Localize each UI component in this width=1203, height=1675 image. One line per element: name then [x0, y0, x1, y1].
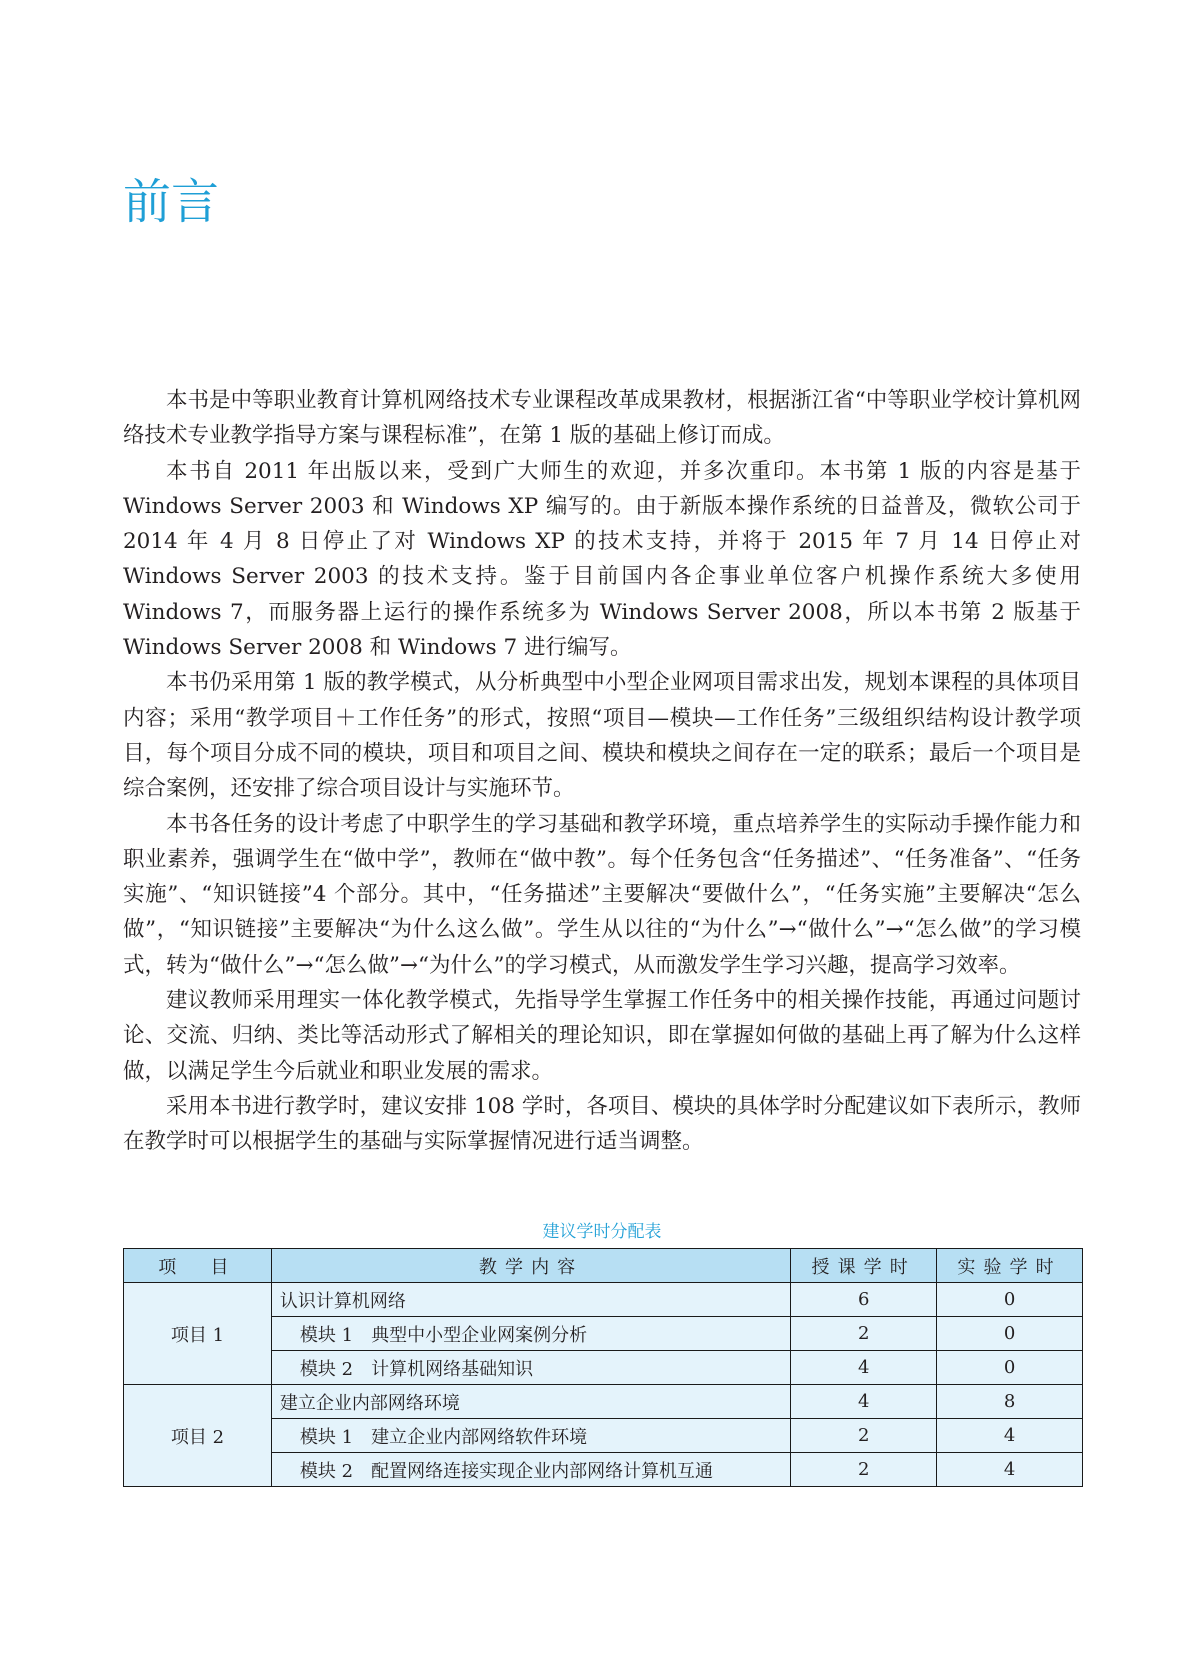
paragraph: 采用本书进行教学时，建议安排 108 学时，各项目、模块的具体学时分配建议如下表所示，教师在教学时可以根据学生的基础与实际掌握情况进行适当调整。: [123, 1093, 1081, 1155]
content-cell: 建立企业内部网络环境: [271, 1385, 790, 1419]
table-row: [124, 1385, 1083, 1419]
lab-hours-cell: 0: [937, 1283, 1083, 1317]
project-cell: 项目 1: [124, 1283, 272, 1385]
content-cell: 模块 1 典型中小型企业网案例分析: [271, 1317, 790, 1351]
header-lab-hours: 实验学时: [937, 1249, 1083, 1283]
table-row: [124, 1283, 1083, 1317]
lab-hours-cell: 4: [937, 1419, 1083, 1453]
lecture-hours-cell: 4: [791, 1351, 937, 1385]
lecture-hours-cell: 2: [791, 1453, 937, 1487]
page-title: 前言: [123, 174, 220, 230]
paragraph: 本书是中等职业教育计算机网络技术专业课程改革成果教材，根据浙江省“中等职业学校计算机网络技术专业教学指导方案与课程标准”，在第 1 版的基础上修订而成。: [123, 388, 1081, 449]
lab-hours-cell: 0: [937, 1317, 1083, 1351]
lab-hours-cell: 0: [937, 1351, 1083, 1385]
paragraph: 本书各任务的设计考虑了中职学生的学习基础和教学环境，重点培养学生的实际动手操作能力和职业素养，强调学生在“做中学”，教师在“做中教”。每个任务包含“任务描述”、“任务准备”、“任务实施”、“知识链接”4 个部分。其中，“任务描述”主要解决“要做什么”，“任务实施”主要解决“怎么做”，“知识链接”主要解决“为什么这么做”。学生从以往的“为什么”→“做什么”→“怎么做”的学习模式，转为“做什么”→“怎么做”→“为什么”的学习模式，从而激发学生学习兴趣，提高学习效率。: [123, 811, 1081, 978]
table-caption: 建议学时分配表: [542, 1222, 662, 1242]
content-cell: 认识计算机网络: [271, 1283, 790, 1317]
content-cell: 模块 2 计算机网络基础知识: [271, 1351, 790, 1385]
content-cell: 模块 2 配置网络连接实现企业内部网络计算机互通: [271, 1453, 790, 1487]
lecture-hours-cell: 4: [791, 1385, 937, 1419]
paragraph: 本书自 2011 年出版以来，受到广大师生的欢迎，并多次重印。本书第 1 版的内容是基于 Windows Server 2003 和 Windows XP 编写的。由于新版本操作系统的日益普及，微软公司于 2014 年 4 月 8 日停止了对 Windows XP 的技术支持，并将于 2015 年 7 月 14 日停止对 Windows Server 2003 的技术支持。鉴于目前国内各企事业单位客户机操作系统大多使用 Windows 7，而服务器上运行的操作系统多为 Windows Server 2008，所以本书第 2 版基于 Windows Server 2008 和 Windows 7 进行编写。: [123, 458, 1081, 661]
lecture-hours-cell: 2: [791, 1419, 937, 1453]
header-lecture-hours: 授课学时: [791, 1249, 937, 1283]
preface-body: [123, 383, 1081, 1160]
paragraph: 建议教师采用理实一体化教学模式，先指导学生掌握工作任务中的相关操作技能，再通过问题讨论、交流、归纳、类比等活动形式了解相关的理论知识，即在掌握如何做的基础上再了解为什么这样做，以满足学生今后就业和职业发展的需求。: [123, 988, 1081, 1084]
lecture-hours-cell: 2: [791, 1317, 937, 1351]
table-header-row: [124, 1249, 1083, 1283]
project-cell: 项目 2: [124, 1385, 272, 1487]
paragraph: 本书仍采用第 1 版的教学模式，从分析典型中小型企业网项目需求出发，规划本课程的具体项目内容；采用“教学项目＋工作任务”的形式，按照“项目—模块—工作任务”三级组织结构设计教学项目，每个项目分成不同的模块，项目和项目之间、模块和模块之间存在一定的联系；最后一个项目是综合案例，还安排了综合项目设计与实施环节。: [123, 670, 1081, 802]
lecture-hours-cell: 6: [791, 1283, 937, 1317]
header-project: 项 目: [124, 1249, 272, 1283]
hours-table: [123, 1248, 1083, 1487]
lab-hours-cell: 8: [937, 1385, 1083, 1419]
content-cell: 模块 1 建立企业内部网络软件环境: [271, 1419, 790, 1453]
lab-hours-cell: 4: [937, 1453, 1083, 1487]
header-content: 教学内容: [271, 1249, 790, 1283]
